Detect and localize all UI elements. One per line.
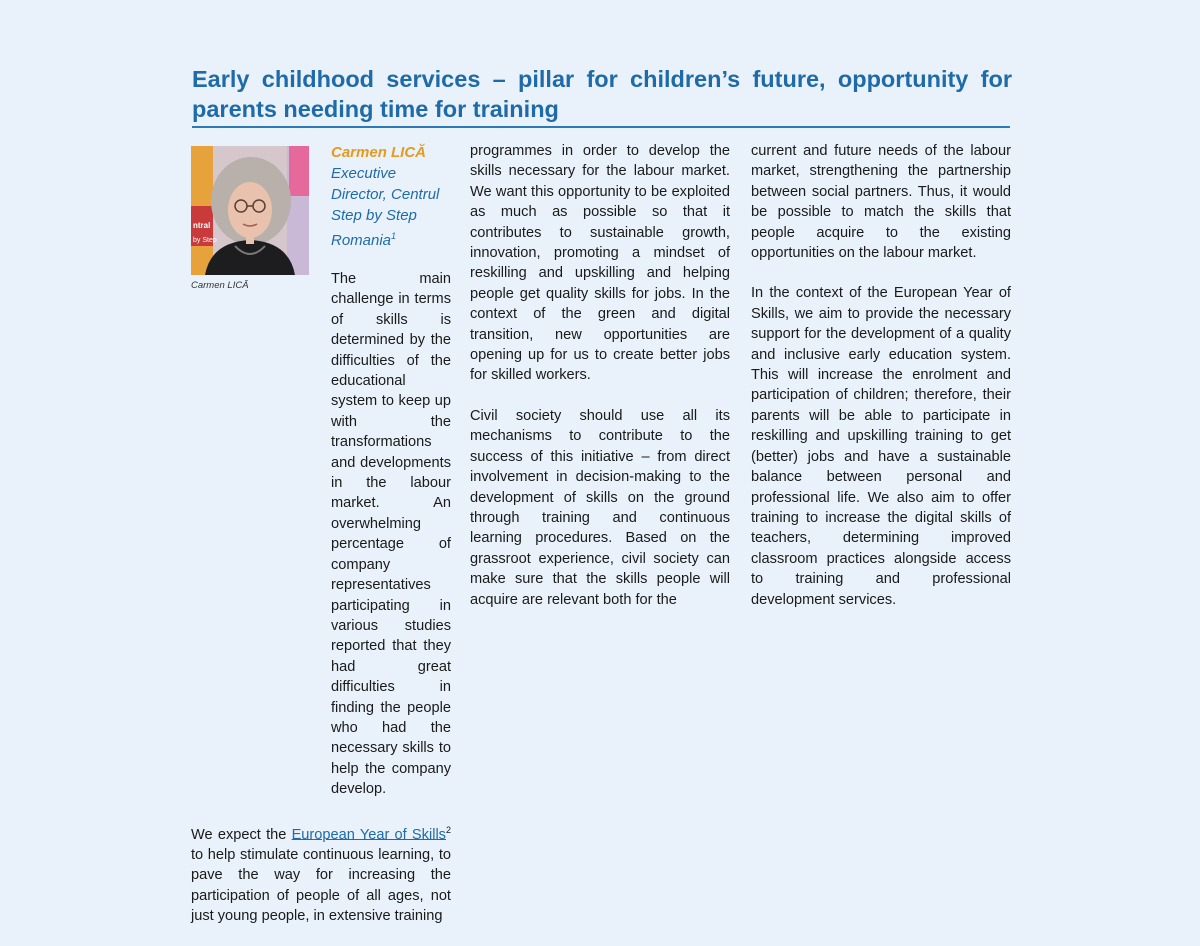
paragraph bbox=[191, 820, 451, 927]
paragraph: Civil society should use all its mechanisms to contribute to the success of this initiative – from direct involvement in decision-making to the development of skills on the ground through training and continuous learning procedures. Based on the grassroot experience, civil society can make sure that the skills people will acquire are relevant both for the bbox=[470, 407, 730, 608]
paragraph-text: to help stimulate continuous learning, to pave the way for increasing the participation of people of all ages, not just young people, in extensive training bbox=[191, 846, 451, 925]
paragraph-text: We expect the bbox=[191, 826, 292, 843]
text-column-2 bbox=[470, 141, 730, 630]
author-role-text: Executive Director, Centrul Step by Step Romania bbox=[331, 165, 440, 249]
article-title: Early childhood services – pillar for children’s future, opportunity for parents needing time for training bbox=[192, 66, 1012, 122]
footnote-marker: 2 bbox=[445, 824, 451, 835]
paragraph: current and future needs of the labour market, strengthening the partnership between social partners. Thus, it would be possible to match the skills that people acquire to the existing opportunities on the labour market. bbox=[751, 143, 1011, 262]
text-column-1 bbox=[191, 141, 451, 946]
paragraph: programmes in order to develop the skills necessary for the labour market. We want this opportunity to be exploited as much as possible so that it contributes to sustainable growth, innovation, promoting a mindset of reskilling and upskilling and helping people get quality skills for jobs. In the context of the green and digital transition, new opportunities are opening up for us to create better jobs for skilled workers. bbox=[470, 143, 730, 384]
photo-caption: Carmen LICĂ bbox=[191, 280, 249, 291]
paragraph bbox=[331, 269, 451, 800]
author-name: Carmen LICĂ bbox=[331, 144, 427, 161]
paragraph: In the context of the European Year of Skills, we aim to provide the necessary support for the development of a quality and inclusive early education system. This will increase the enrolment and participation of children; therefore, their parents will be able to participate in reskilling and upskilling training to get (better) jobs and have a sustainable balance between personal and professional life. We also aim to offer training to increase the digital skills of teachers, determining improved classroom practices alongside access to training and professional development services. bbox=[751, 285, 1011, 608]
footnote-marker: 1 bbox=[391, 231, 397, 241]
paragraph-text: The main challenge in terms of skills is determined by the difficulties of the educational system to keep up with the transformations and developments in the labour market. An overwhelming percentage of company representatives participating in various studies reported that they had great difficulties in finding the people who had the necessary skills to help the company develop. bbox=[331, 271, 451, 798]
svg-text:by Step: by Step bbox=[193, 237, 217, 244]
european-year-of-skills-link[interactable]: European Year of Skills bbox=[291, 826, 446, 843]
text-column-3 bbox=[751, 141, 1011, 630]
svg-text:ntral: ntral bbox=[193, 221, 211, 230]
title-divider bbox=[192, 126, 1010, 128]
